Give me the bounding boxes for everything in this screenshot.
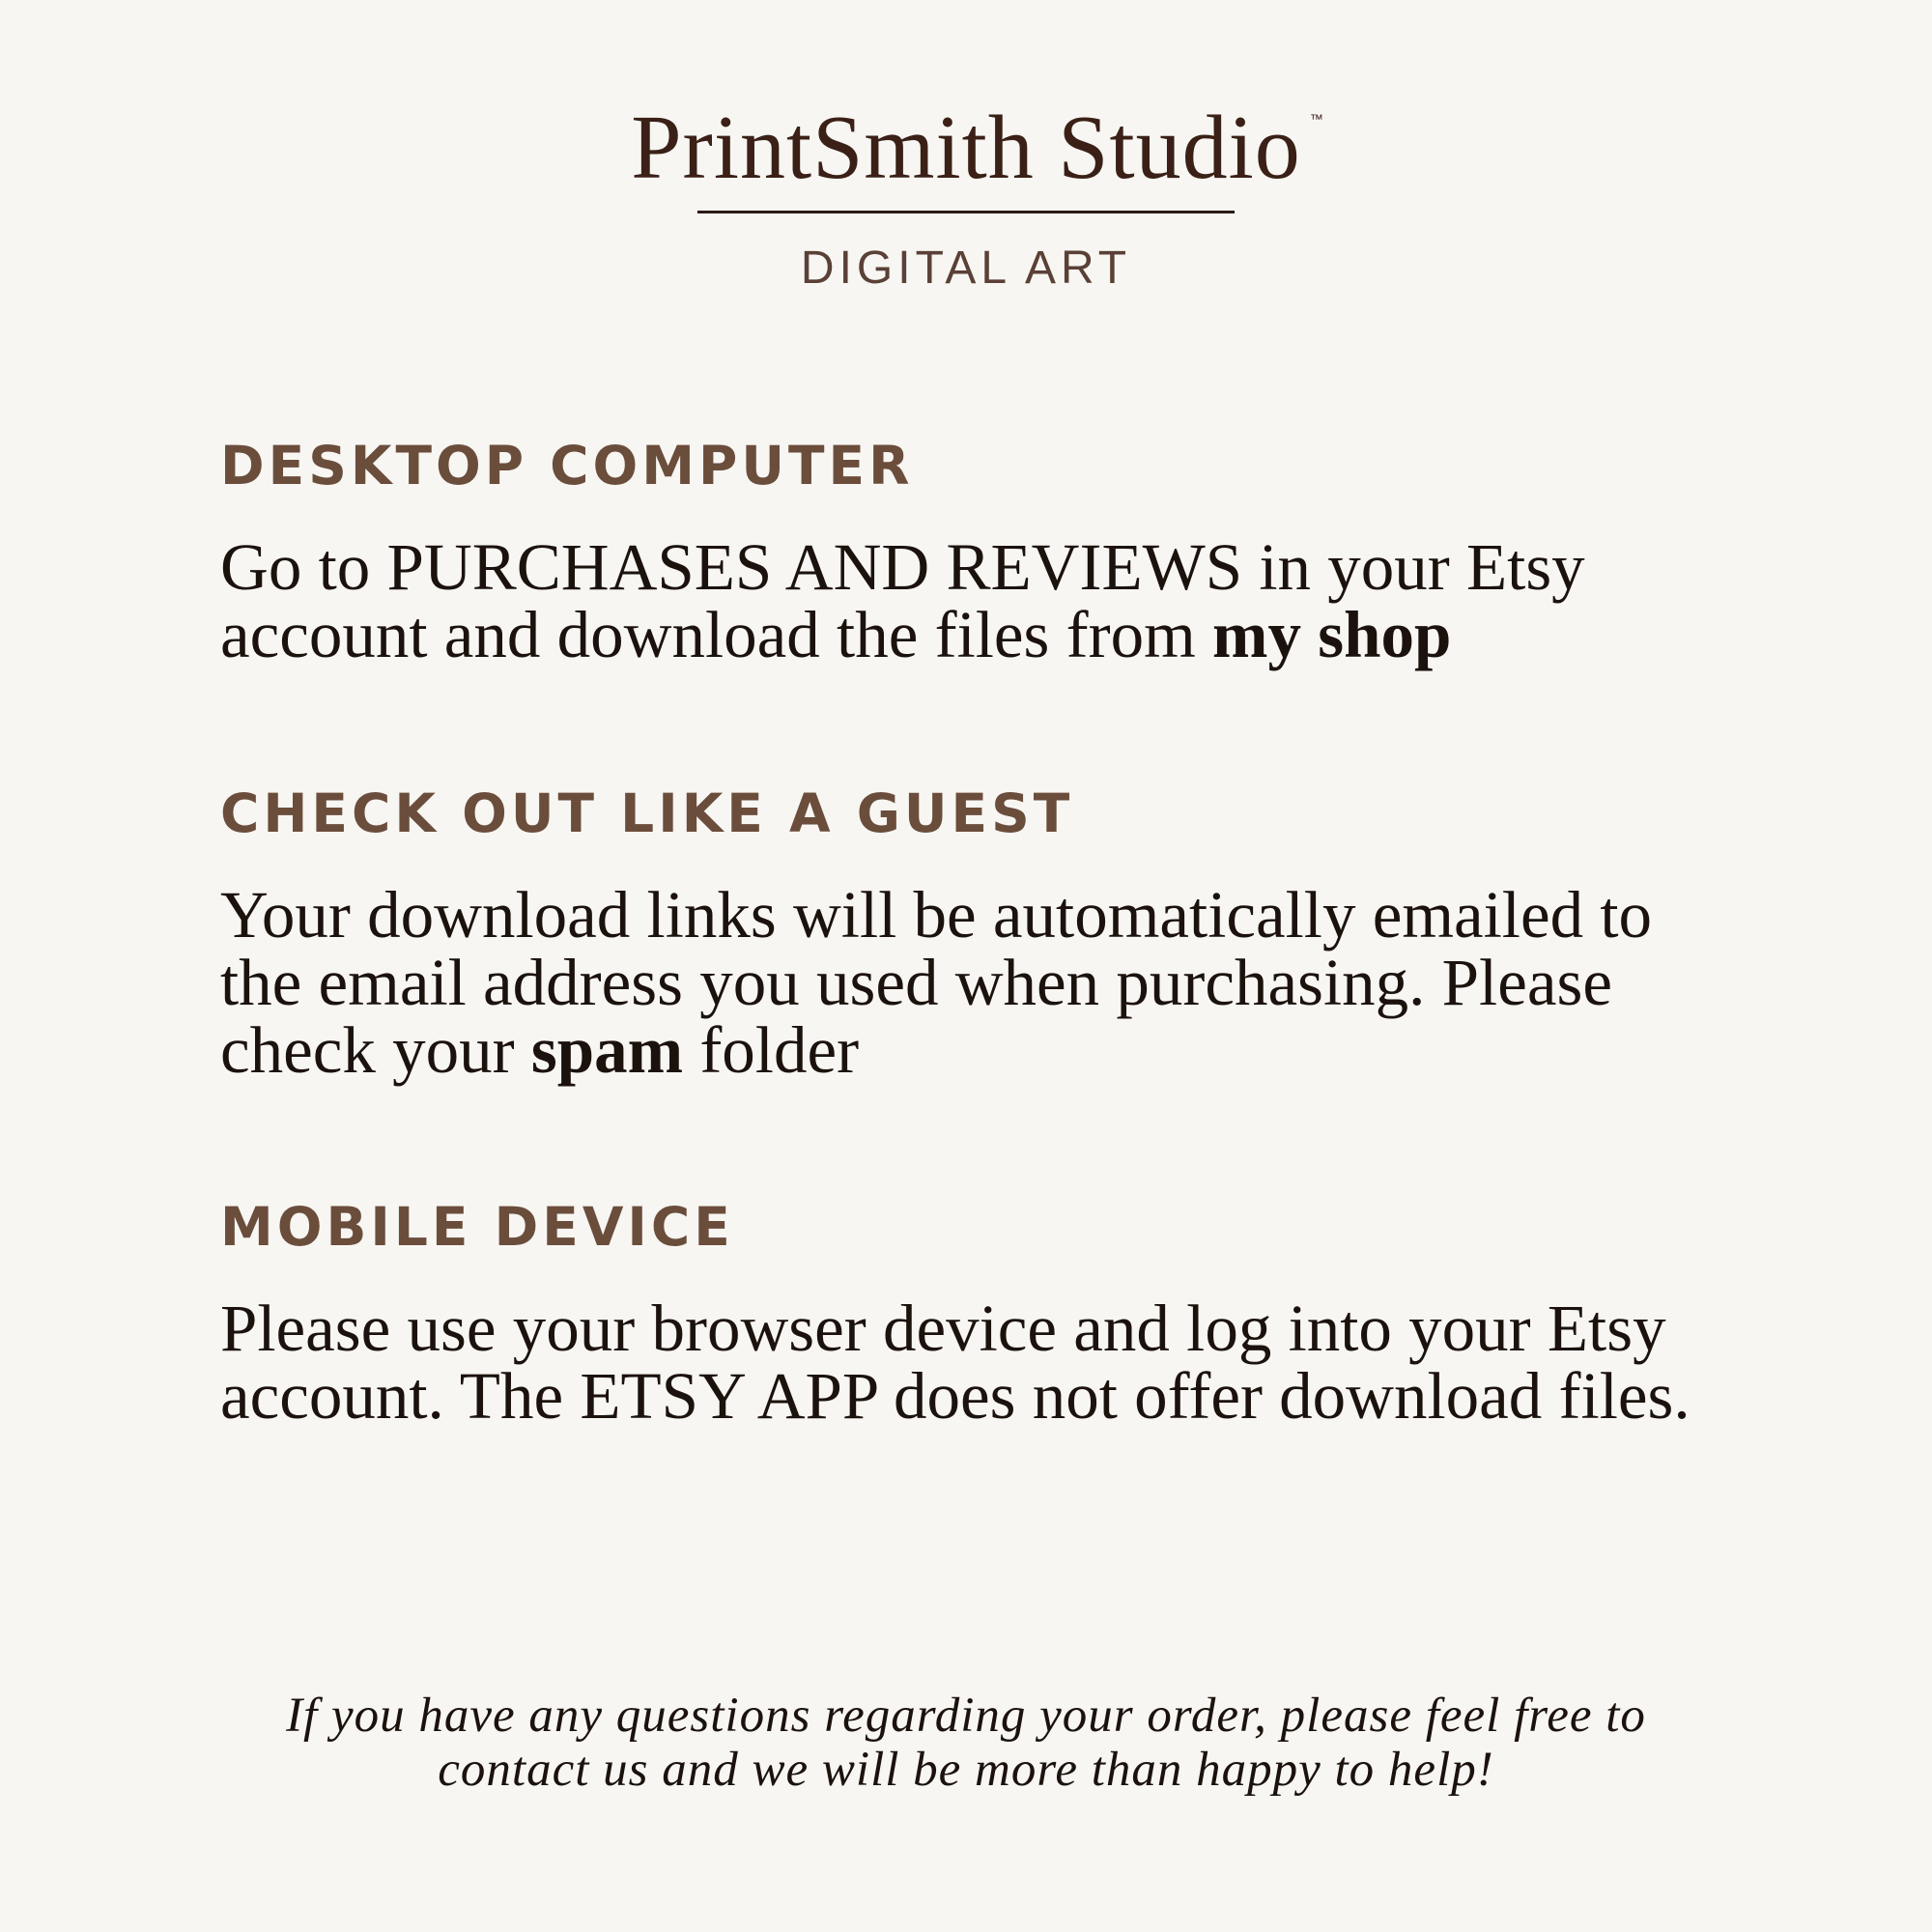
shop-emphasis: my shop	[1212, 598, 1452, 671]
footer-line: If you have any questions regarding your order, please feel free to	[286, 1689, 1646, 1743]
body-text: Go to PURCHASES AND REVIEWS in your Etsy account and download the files from	[220, 530, 1585, 671]
section-desktop-computer	[220, 435, 1727, 671]
body-text-end: folder	[683, 1013, 860, 1087]
brand-divider	[697, 211, 1235, 213]
brand-subtitle: DIGITAL ART	[800, 242, 1132, 294]
section-guest-checkout	[220, 782, 1727, 1087]
section-heading: MOBILE DEVICE	[220, 1196, 734, 1258]
section-body: Please use your browser device and log into your Etsy account. The ETSY APP does not offer download files.	[220, 1292, 1690, 1433]
section-mobile-device	[220, 1196, 1727, 1433]
brand-header	[0, 95, 1932, 294]
section-body	[220, 530, 1727, 671]
brand-name: PrintSmith Studio	[631, 98, 1301, 198]
section-heading: DESKTOP COMPUTER	[220, 435, 914, 497]
footer-line: contact us and we will be more than happy to help!	[438, 1743, 1494, 1797]
trademark-symbol: ™	[1309, 111, 1324, 127]
section-heading: CHECK OUT LIKE A GUEST	[220, 782, 1074, 844]
spam-emphasis: spam	[530, 1013, 684, 1087]
section-body	[220, 878, 1727, 1087]
footer-note	[145, 1689, 1787, 1797]
brand-logo	[631, 95, 1324, 201]
body-text: Your download links will be automatically emailed to the email address you used when purchasing. Please check your	[220, 878, 1653, 1087]
